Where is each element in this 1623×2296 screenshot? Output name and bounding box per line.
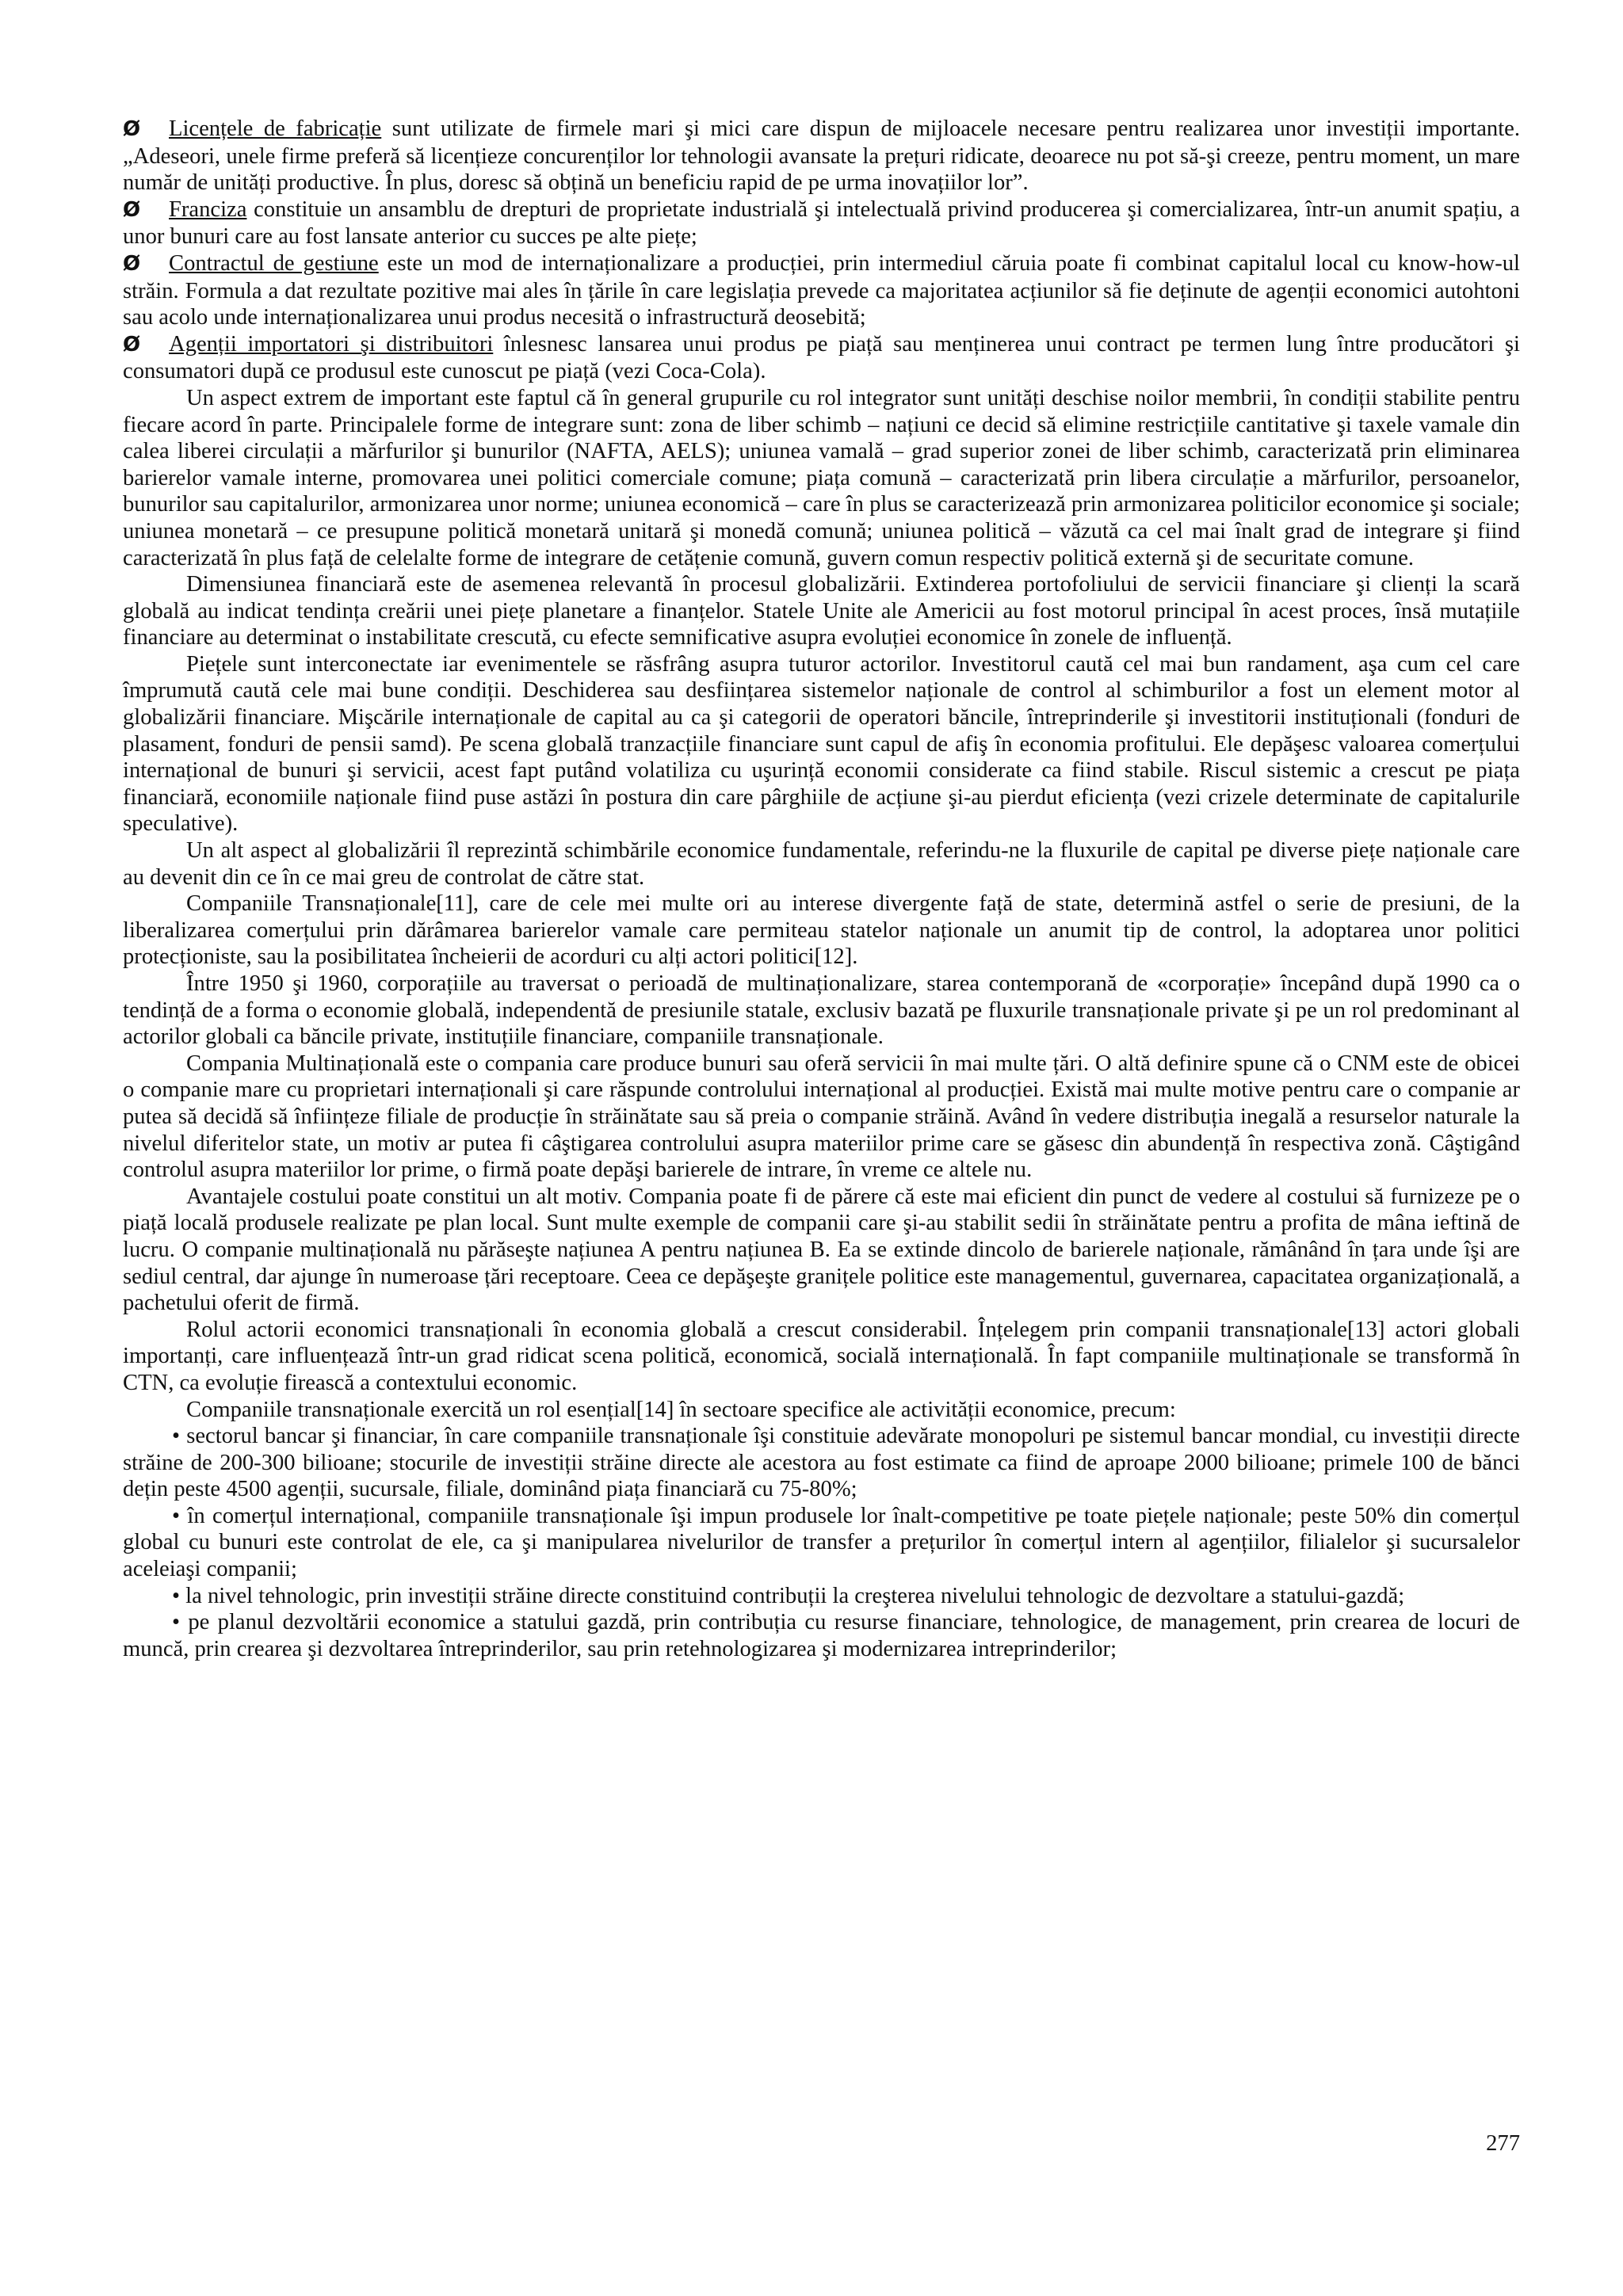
bullet-term: Franciza xyxy=(169,196,247,222)
dot-bullet-item xyxy=(123,1503,1520,1583)
dot-bullet-text: sectorul bancar şi financiar, în care companiile transnaționale îşi constituie adevărate monopoluri pe sistemul bancar mondial, cu investiții directe străine de 200-300 bilioane; stocurile de investiții străine directe ale acestora au fost estimate ca fiind de aproape 2000 bilioane; primele 100 de bănci dețin peste 4500 agenții, sucursale, filiale, dominând piața financiară cu 75-80%; xyxy=(123,1424,1521,1502)
bullet-term: Licențele de fabricație xyxy=(169,116,382,141)
arrow-bullet-item xyxy=(123,250,1520,331)
document-page xyxy=(123,116,1520,1662)
body-paragraph: Compania Multinațională este o compania care produce bunuri sau oferă servicii în mai multe țări. O altă definire spune că o CNM este de obicei o companie mare cu proprietari internaționali şi care răspunde controlului internațional al producției. Există mai multe motive pentru care o companie ar putea să decidă să înființeze filiale de producție în străinătate sau să preia o companie străină. Având în vedere distribuția inegală a resurselor naturale la nivelul diferitelor state, un motiv ar putea fi câştigarea controlului asupra materiilor prime care se găsesc din abundență în respectiva zonă. Câştigând controlul asupra materiilor lor prime, o firmă poate depăşi barierele de intrare, în vreme ce altele nu. xyxy=(123,1051,1520,1183)
dot-bullet-item xyxy=(123,1423,1520,1503)
body-paragraph: Rolul actorii economici transnaționali în economia globală a crescut considerabil. Înțelegem prin companii transnaționale[13] actori globali importanți, care influențează într-un grad ridicat scena politică, economică, socială internațională. În fapt companiile multinaționale se transformă în CTN, ca evoluție firească a contextului economic. xyxy=(123,1317,1520,1395)
dot-bullet-text: în comerțul internațional, companiile transnaționale îşi impun produsele lor înalt-competitive pe toate piețele naționale; peste 50% din comerțul global cu bunuri este controlat de ele, ca şi manipularea nivelurilor de transfer a prețurilor în comerțul intern al agențiilor, filialelor şi sucursalelor aceleiaşi companii; xyxy=(123,1503,1520,1582)
body-paragraph: Avantajele costului poate constitui un alt motiv. Compania poate fi de părere că este mai eficient din punct de vedere al costului să furnizeze pe o piață locală produsele realizate pe plan local. Sunt multe exemple de companii care şi-au stabilit sedii în străinătate pentru a profita de mâna ieftină de lucru. O companie multinațională nu părăseşte națiunea A pentru națiunea B. Ea se extinde dincolo de barierele naționale, rămânând în țara unde îşi are sediul central, dar ajunge în numeroase țări receptoare. Ceea ce depăşeşte granițele politice este managementul, guvernarea, capacitatea organizațională, a pachetului oferit de firmă. xyxy=(123,1184,1520,1316)
bullet-text: este un mod de internaționalizare a producției, prin intermediul căruia poate fi combinat capitalul local cu know-how-ul străin. Formula a dat rezultate pozitive mai ales în țările în care legislația prevede ca majoritatea acțiunilor să fie deținute de agenții economici autohtoni sau acolo unde internaționalizarea unui produs necesită o infrastructură deosebită; xyxy=(123,250,1520,330)
arrow-bullet-item xyxy=(123,331,1520,385)
dot-bullet-marker: • xyxy=(172,1503,181,1528)
dot-bullet-marker: • xyxy=(172,1583,181,1608)
body-paragraph: Companiile Transnaționale[11], care de cele mei multe ori au interese divergente față de state, determină astfel o serie de presiuni, de la liberalizarea comerțului prin dărâmarea barierelor vamale care permiteau statelor naționale un anumit tip de control, la adoptarea unor politici protecționiste, sau la posibilitatea încheierii de acorduri cu alți actori politici[12]. xyxy=(123,891,1520,970)
dot-bullet-marker: • xyxy=(172,1424,181,1449)
arrow-bullet-marker: Ø xyxy=(123,197,141,222)
bullet-text: sunt utilizate de firmele mari şi mici care dispun de mijloacele necesare pentru realizarea unor investiții importante. „Adeseori, unele firme preferă să licențieze concurenților lor tehnologii avansate la prețuri ridicate, deoarece nu pot să-şi creeze, pentru moment, un mare număr de unități productive. În plus, doresc să obțină un beneficiu rapid de pe urma inovațiilor lor”. xyxy=(123,116,1520,196)
dot-bullet-marker: • xyxy=(172,1610,181,1635)
bullet-text: constituie un ansamblu de drepturi de proprietate industrială şi intelectuală privind producerea şi comercializarea, într-un anumit spațiu, a unor bunuri care au fost lansate anterior cu succes pe alte piețe; xyxy=(123,196,1520,250)
arrow-bullet-marker: Ø xyxy=(123,332,141,357)
dot-bullet-item xyxy=(123,1583,1520,1610)
page-number: 277 xyxy=(1486,2131,1520,2156)
bullet-term: Contractul de gestiune xyxy=(169,250,379,276)
dot-bullet-text: pe planul dezvoltării economice a statului gazdă, prin contribuția cu resurse financiare, tehnologice, de management, prin crearea de locuri de muncă, prin crearea şi dezvoltarea întreprinderilor, sau prin retehnologizarea şi modernizarea intreprinderilor; xyxy=(123,1610,1521,1661)
body-paragraph: Un aspect extrem de important este faptul că în general grupurile cu rol integrator sunt unități deschise noilor membrii, în condiții stabilite pentru fiecare acord în parte. Principalele forme de integrare sunt: zona de liber schimb – națiuni ce decid să elimine restricțiile cantitative şi taxele vamale din calea liberei circulații a mărfurilor şi bunurilor (NAFTA, AELS); uniunea vamală – grad superior zonei de liber schimb, caracterizată prin eliminarea barierelor vamale interne, promovarea unei politici comerciale comune; piața comună – caracterizată prin libera circulație a mărfurilor, persoanelor, bunurilor sau capitalurilor, armonizarea unor norme; uniunea economică – care în plus se caracterizează prin armonizarea politicilor economice şi sociale; uniunea monetară – ce presupune politică monetară unitară şi monedă comună; uniunea politică – văzută ca cel mai înalt grad de integrare şi fiind caracterizată în plus față de celelalte forme de integrare de cetățenie comună, guvern comun respectiv politică externă şi de securitate comune. xyxy=(123,385,1520,570)
body-paragraph: Piețele sunt interconectate iar evenimentele se răsfrâng asupra tuturor actorilor. Investitorul caută cel mai bun randament, aşa cum cel care împrumută caută cele mai bune condiții. Deschiderea sau desființarea sistemelor naționale de control al schimburilor a fost un element motor al globalizării financiare. Mişcările internaționale de capital au ca şi categorii de operatori băncile, întreprinderile şi investitorii instituționali (fonduri de plasament, fonduri de pensii samd). Pe scena globală tranzacțiile financiare sunt capul de afiş în economia profitului. Ele depăşesc valoarea comerțului internațional de bunuri şi servicii, acest fapt putând volatiliza cu uşurință economii considerate ca fiind stabile. Riscul sistemic a crescut pe piața financiară, economiile naționale fiind puse astăzi în postura din care pârghiile de acțiune şi-au pierdut eficiența (vezi crizele determinate de capitalurile speculative). xyxy=(123,651,1520,837)
body-paragraph: Un alt aspect al globalizării îl reprezintă schimbările economice fundamentale, referindu-ne la fluxurile de capital pe diverse piețe naționale care au devenit din ce în ce mai greu de controlat de către stat. xyxy=(123,838,1520,890)
bullet-term: Agenții importatori şi distribuitori xyxy=(169,331,494,357)
arrow-bullet-marker: Ø xyxy=(123,251,141,276)
body-paragraph: Dimensiunea financiară este de asemenea relevantă în procesul globalizării. Extinderea portofoliului de servicii financiare şi clienți la scară globală au indicat tendința creării unei piețe planetare a finanțelor. Statele Unite ale Americii au fost motorul principal în acest proces, însă mutațiile financiare au determinat o instabilitate crescută, cu efecte semnificative asupra evoluției economice în zonele de influență. xyxy=(123,572,1520,650)
arrow-bullet-marker: Ø xyxy=(123,117,141,141)
arrow-bullet-item xyxy=(123,116,1520,196)
dot-bullet-item xyxy=(123,1609,1520,1662)
bullet-text: înlesnesc lansarea unui produs pe piață sau menținerea unui contract pe termen lung între producători şi consumatori după ce produsul este cunoscut pe piață (vezi Coca-Cola). xyxy=(123,331,1521,384)
body-paragraph: Între 1950 şi 1960, corporațiile au traversat o perioadă de multinaționalizare, starea contemporană de «corporație» începând după 1990 ca o tendință de a forma o economie globală, independentă de presiunile statale, exclusiv bazată pe fluxurile transnaționale private şi pe un rol predominant al actorilor globali ca băncile private, instituțiile financiare, companiile transnaționale. xyxy=(123,971,1520,1050)
dot-bullet-text: la nivel tehnologic, prin investiții străine directe constituind contribuții la creşterea nivelului tehnologic de dezvoltare a statului-gazdă; xyxy=(185,1583,1405,1608)
body-paragraph: Companiile transnaționale exercită un rol esențial[14] în sectoare specifice ale activității economice, precum: xyxy=(186,1397,1176,1422)
arrow-bullet-item xyxy=(123,196,1520,250)
